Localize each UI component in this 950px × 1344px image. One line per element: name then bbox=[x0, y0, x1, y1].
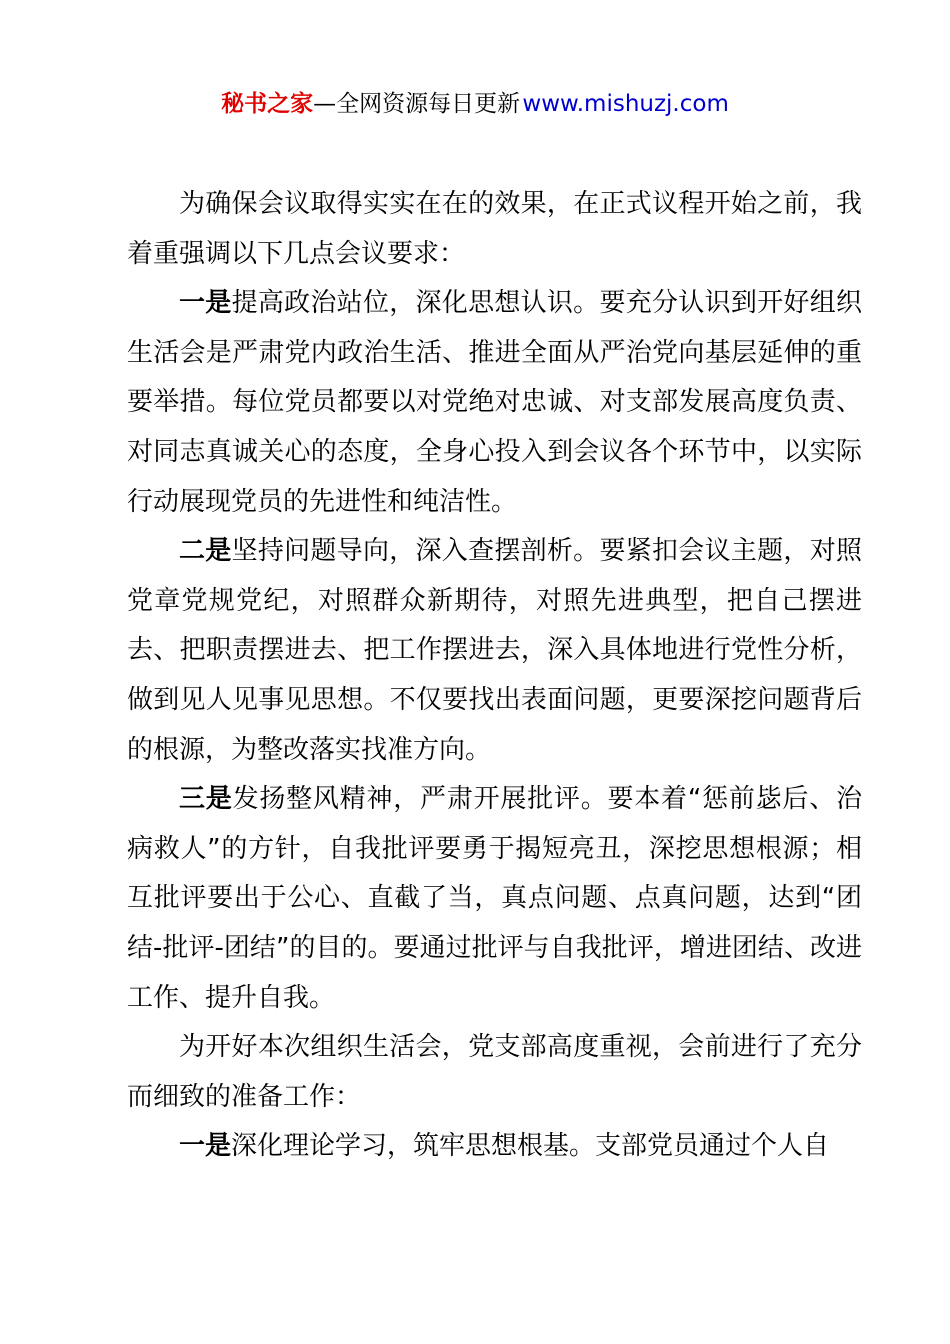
paragraph-lead: 三是 bbox=[179, 784, 233, 815]
paragraph-lead: 一是 bbox=[179, 1131, 232, 1162]
header-slogan: —全网资源每日更新 bbox=[313, 91, 521, 117]
paragraph-requirement-1 bbox=[127, 279, 862, 527]
paragraph-requirement-3 bbox=[127, 775, 862, 1023]
paragraph-lead: 二是 bbox=[179, 536, 232, 567]
paragraph-text: 为确保会议取得实实在在的效果，在正式议程开始之前，我着重强调以下几点会议要求： bbox=[127, 189, 862, 269]
paragraph-text: 发扬整风精神，严肃开展批评。要本着“惩前毖后、治病救人”的方针，自我批评要勇于揭短亮丑，深挖思想根源；相互批评要出于公心、直截了当，真点问题、点真问题，达到“团结-批评-团结”的目的。要通过批评与自我批评，增进团结、改进工作、提升自我。 bbox=[127, 784, 862, 1013]
site-url-link[interactable]: www.mishuzj.com bbox=[522, 91, 729, 117]
document-header bbox=[0, 86, 950, 122]
paragraph-text: 坚持问题导向，深入查摆剖析。要紧扣会议主题，对照党章党规党纪，对照群众新期待，对照先进典型，把自己摆进去、把职责摆进去、把工作摆进去，深入具体地进行党性分析，做到见人见事见思想。不仅要找出表面问题，更要深挖问题背后的根源，为整改落实找准方向。 bbox=[127, 536, 862, 765]
paragraph-preparation-1 bbox=[127, 1122, 862, 1172]
paragraph-text: 提高政治站位，深化思想认识。要充分认识到开好组织生活会是严肃党内政治生活、推进全面从严治党向基层延伸的重要举措。每位党员都要以对党绝对忠诚、对支部发展高度负责、对同志真诚关心的态度，全身心投入到会议各个环节中，以实际行动展现党员的先进性和纯洁性。 bbox=[127, 288, 862, 517]
paragraph-preparation-intro bbox=[127, 1023, 862, 1122]
paragraph-lead: 一是 bbox=[179, 288, 232, 319]
paragraph-intro bbox=[127, 180, 862, 279]
paragraph-text: 深化理论学习，筑牢思想根基。支部党员通过个人自 bbox=[231, 1131, 830, 1162]
paragraph-requirement-2 bbox=[127, 527, 862, 775]
brand-name: 秘书之家 bbox=[221, 91, 314, 117]
document-body bbox=[127, 180, 862, 1172]
paragraph-text: 为开好本次组织生活会，党支部高度重视，会前进行了充分而细致的准备工作： bbox=[127, 1032, 862, 1112]
